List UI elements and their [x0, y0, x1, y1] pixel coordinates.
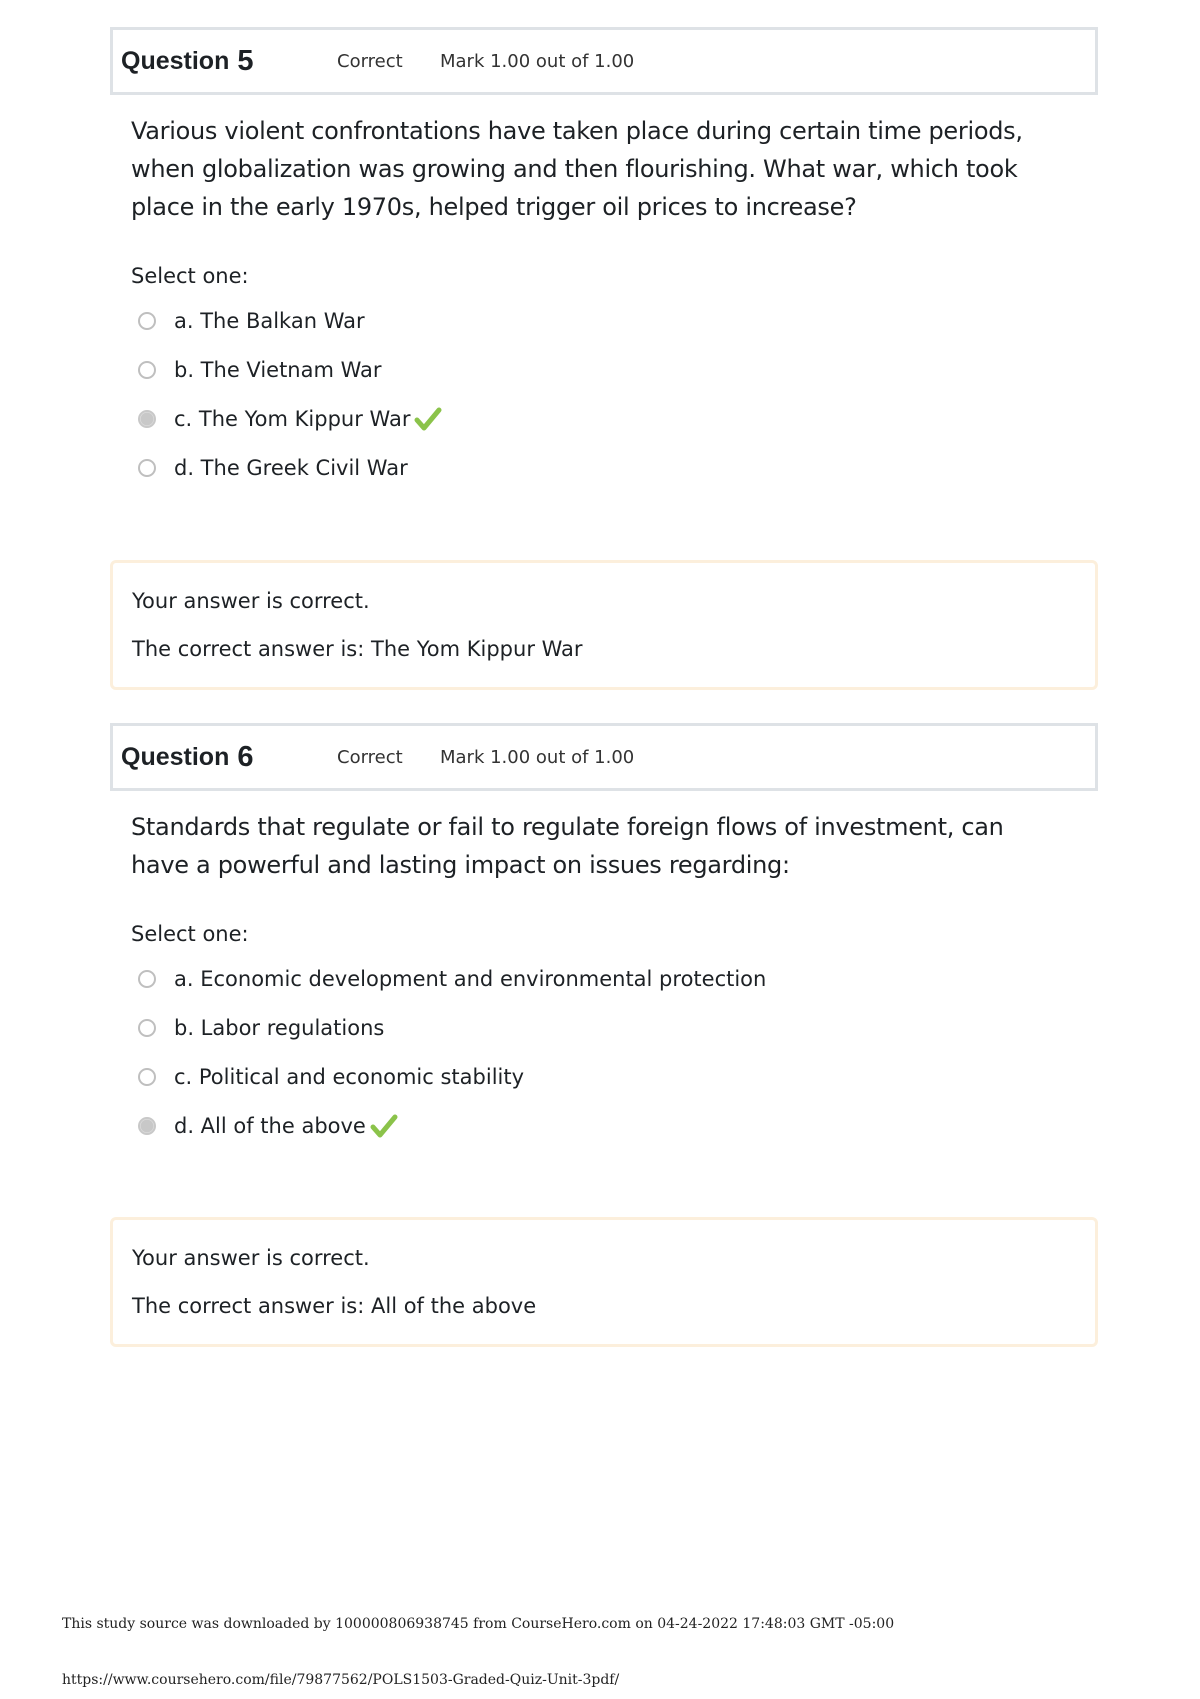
feedback-text: Your answer is correct.	[132, 1246, 370, 1270]
answer-label: c. Political and economic stability	[174, 1064, 525, 1089]
select-one-prompt: Select one:	[131, 264, 249, 288]
question-label: Question	[121, 46, 230, 75]
answer-label: b. Labor regulations	[174, 1015, 385, 1040]
select-one-prompt: Select one:	[131, 922, 249, 946]
answer-option-c[interactable]	[138, 394, 1098, 443]
question-state: Correct	[337, 746, 403, 768]
question-number: 6	[237, 740, 254, 773]
radio-button-selected[interactable]	[138, 410, 156, 428]
answer-list	[138, 954, 1098, 1150]
answer-option-d[interactable]	[138, 1101, 1098, 1150]
radio-button[interactable]	[138, 312, 156, 330]
right-answer-text: The correct answer is: All of the above	[132, 1294, 537, 1318]
answer-label: a. Economic development and environmental protection	[174, 966, 767, 991]
question-info	[110, 27, 1098, 95]
question-5	[110, 27, 1098, 661]
question-text: Various violent confrontations have taken place during certain time periods, when globalization was growing and then flourishing. What war, which took place in the early 1970s, helped trigger oil prices to increase?	[131, 117, 1023, 221]
feedback-text: Your answer is correct.	[132, 589, 370, 613]
radio-button[interactable]	[138, 970, 156, 988]
radio-button[interactable]	[138, 1068, 156, 1086]
answer-list	[138, 296, 1098, 492]
question-text: Standards that regulate or fail to regulate foreign flows of investment, can have a powerful and lasting impact on issues regarding:	[131, 813, 1004, 879]
answer-label: a. The Balkan War	[174, 308, 365, 333]
right-answer-text: The correct answer is: The Yom Kippur War	[132, 637, 583, 661]
question-grade: Mark 1.00 out of 1.00	[440, 746, 635, 768]
radio-button[interactable]	[138, 1019, 156, 1037]
answer-option-a[interactable]	[138, 954, 1098, 1003]
answer-label: d. All of the above	[174, 1113, 366, 1138]
radio-button-selected[interactable]	[138, 1117, 156, 1135]
footer-url[interactable]: https://www.coursehero.com/file/79877562/POLS1503-Graded-Quiz-Unit-3pdf/	[62, 1672, 620, 1688]
answer-label: d. The Greek Civil War	[174, 455, 408, 480]
checkmark-icon	[414, 405, 442, 433]
question-info	[110, 723, 1098, 791]
answer-label: c. The Yom Kippur War	[174, 406, 411, 431]
question-6	[110, 723, 1098, 1318]
answer-option-b[interactable]	[138, 345, 1098, 394]
question-state: Correct	[337, 50, 403, 72]
answer-option-a[interactable]	[138, 296, 1098, 345]
checkmark-icon	[370, 1112, 398, 1140]
answer-option-d[interactable]	[138, 443, 1098, 492]
answer-label: b. The Vietnam War	[174, 357, 382, 382]
question-grade: Mark 1.00 out of 1.00	[440, 50, 635, 72]
feedback-box	[110, 1217, 1098, 1347]
radio-button[interactable]	[138, 361, 156, 379]
radio-button[interactable]	[138, 459, 156, 477]
feedback-box	[110, 560, 1098, 690]
question-number: 5	[237, 44, 254, 77]
footer-source-note: This study source was downloaded by 100000806938745 from CourseHero.com on 04-24-2022 17:48:03 GMT -05:00	[62, 1616, 895, 1632]
question-label: Question	[121, 742, 230, 771]
answer-option-c[interactable]	[138, 1052, 1098, 1101]
answer-option-b[interactable]	[138, 1003, 1098, 1052]
